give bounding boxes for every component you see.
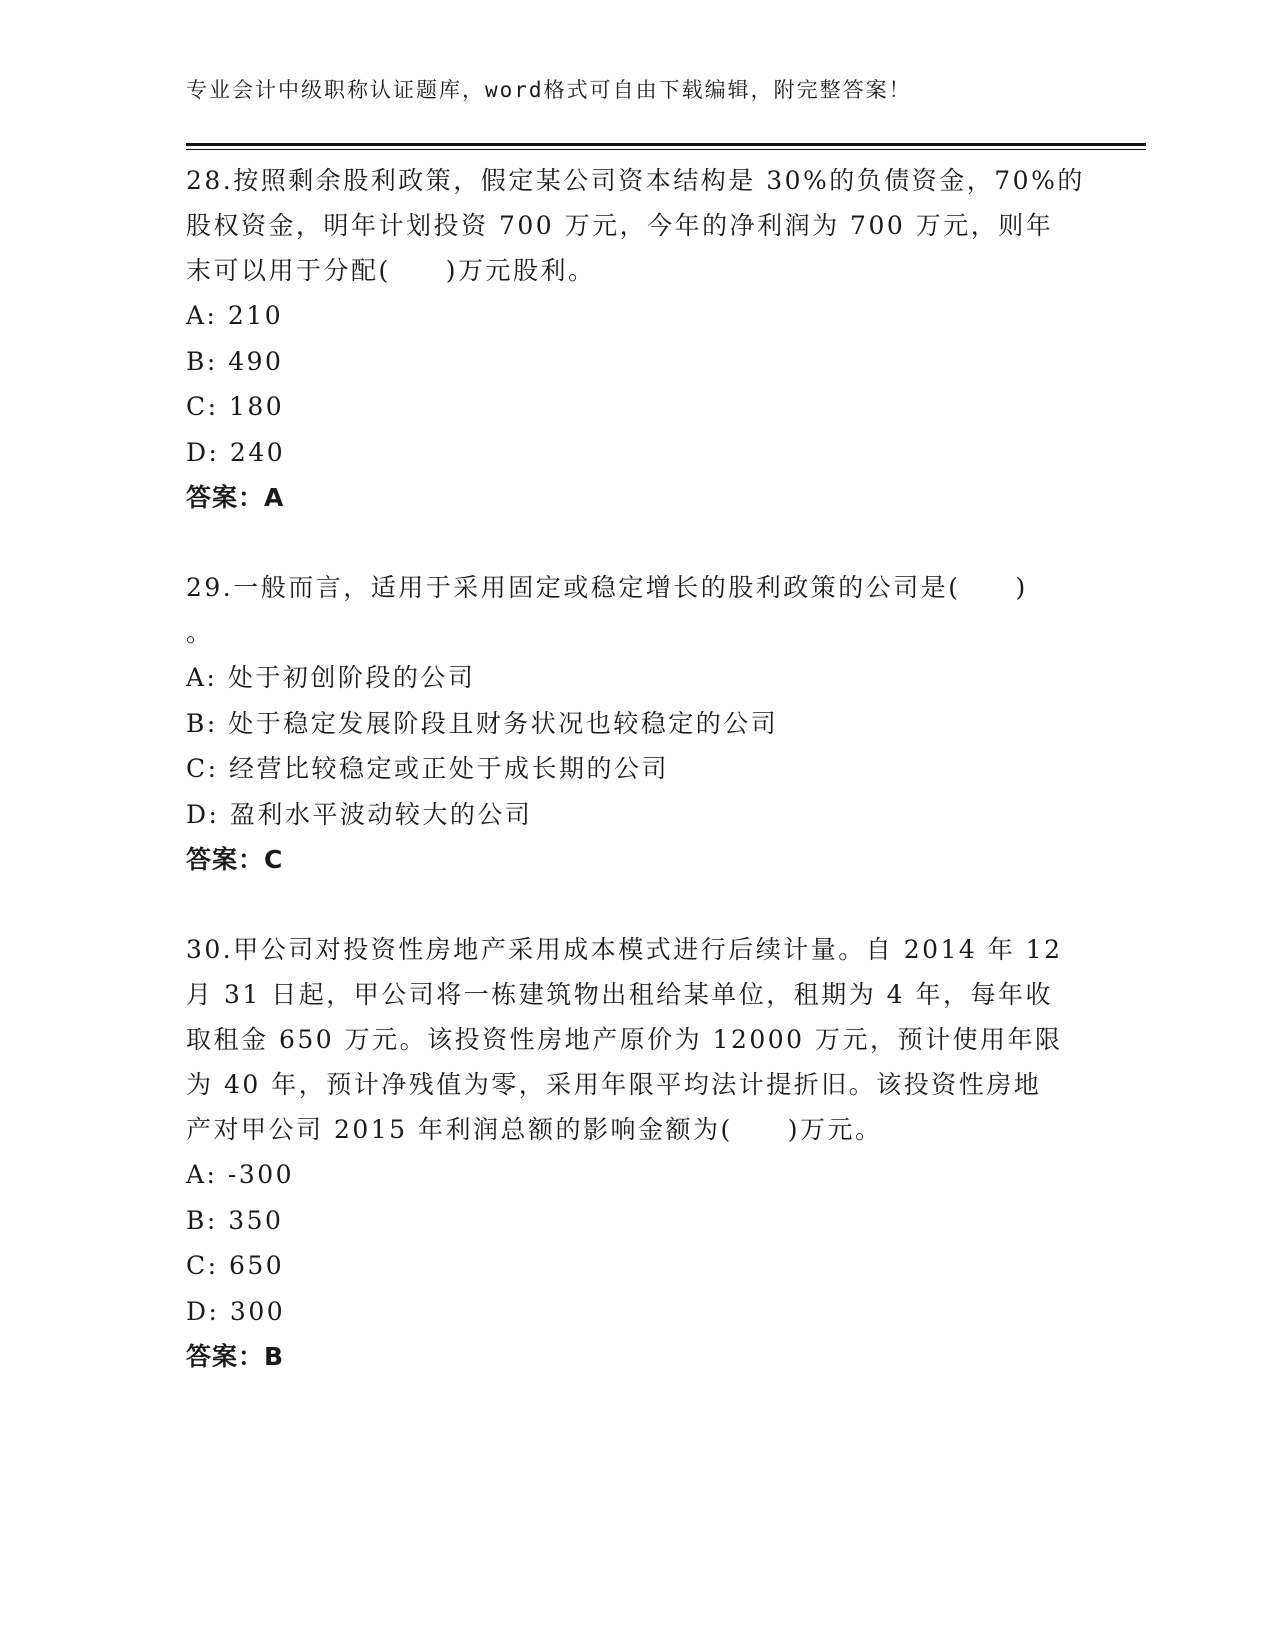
- question-stem-line: 股权资金，明年计划投资 700 万元，今年的净利润为 700 万元，则年: [186, 211, 1054, 240]
- option-a: A: -300: [186, 1160, 295, 1189]
- header-rule-thin: [186, 149, 1146, 150]
- option-a: A: 210: [186, 301, 284, 330]
- question-29: [186, 565, 1086, 882]
- question-stem-line: 28.按照剩余股利政策，假定某公司资本结构是 30%的负债资金，70%的: [186, 166, 1085, 195]
- question-28: [186, 158, 1086, 520]
- option-b: B: 350: [186, 1205, 284, 1235]
- question-stem-line: 月 31 日起，甲公司将一栋建筑物出租给某单位，租期为 4 年，每年收: [186, 980, 1054, 1009]
- question-spacer: [186, 882, 1086, 927]
- option-d: D: 240: [186, 437, 286, 467]
- question-list: [186, 158, 1086, 1379]
- question-stem-line: 末可以用于分配( )万元股利。: [186, 256, 596, 285]
- answer-label: 答案：A: [186, 483, 285, 512]
- header-rule-thick: [186, 143, 1146, 146]
- option-c: C: 180: [186, 392, 285, 421]
- option-b: B: 处于稳定发展阶段且财务状况也较稳定的公司: [186, 708, 779, 738]
- question-stem-line: 30.甲公司对投资性房地产采用成本模式进行后续计量。自 2014 年 12: [186, 935, 1063, 964]
- question-stem-line: 为 40 年，预计净残值为零，采用年限平均法计提折旧。该投资性房地: [186, 1070, 1042, 1099]
- option-c: C: 经营比较稳定或正处于成长期的公司: [186, 754, 669, 783]
- question-stem-line: 29.一般而言，适用于采用固定或稳定增长的股利政策的公司是( ): [186, 573, 1028, 602]
- page-header: 专业会计中级职称认证题库，word格式可自由下载编辑，附完整答案！: [186, 78, 912, 102]
- answer-label: 答案：B: [186, 1342, 285, 1371]
- question-stem-line: 取租金 650 万元。该投资性房地产原价为 12000 万元，预计使用年限: [186, 1025, 1063, 1054]
- question-30: [186, 927, 1086, 1379]
- answer-label: 答案：C: [186, 845, 284, 874]
- option-c: C: 650: [186, 1251, 285, 1280]
- option-b: B: 490: [186, 346, 284, 376]
- option-d: D: 盈利水平波动较大的公司: [186, 799, 533, 829]
- option-d: D: 300: [186, 1296, 286, 1326]
- question-stem-line: 。: [186, 618, 214, 647]
- question-stem-line: 产对甲公司 2015 年利润总额的影响金额为( )万元。: [186, 1115, 883, 1144]
- question-spacer: [186, 520, 1086, 565]
- option-a: A: 处于初创阶段的公司: [186, 663, 476, 692]
